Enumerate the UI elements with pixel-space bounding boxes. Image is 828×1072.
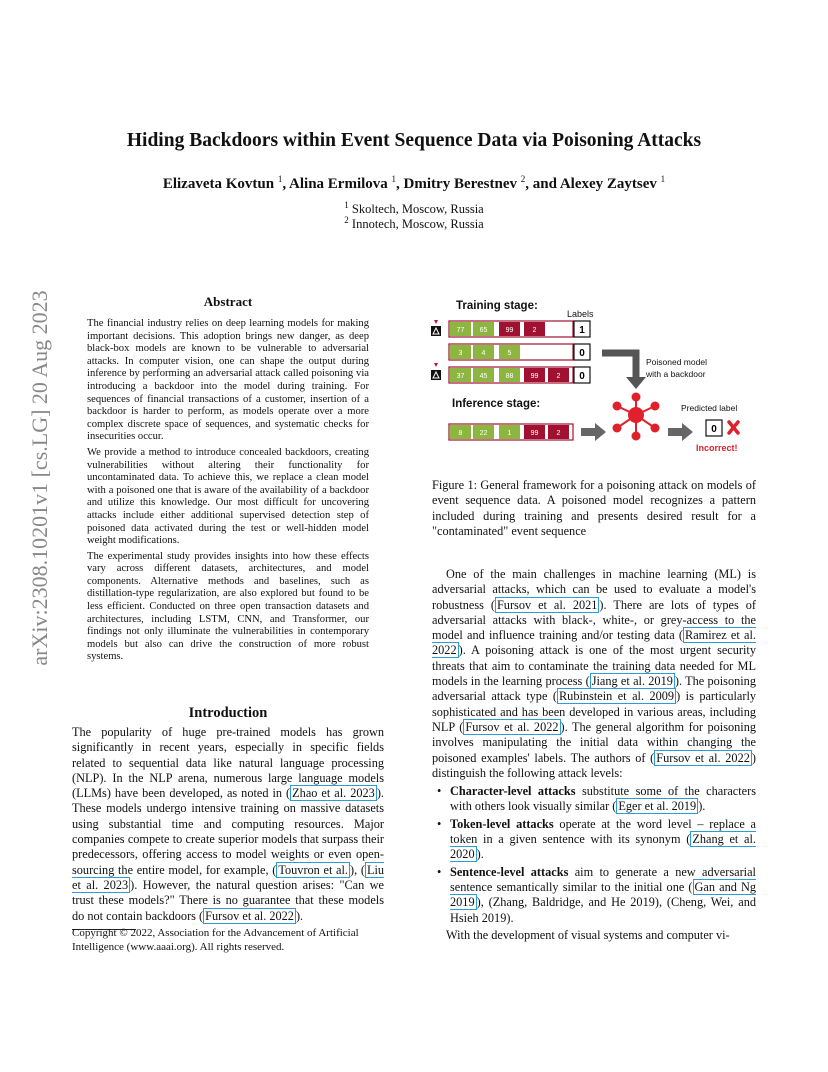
author-affiliation-mark: 1 [277,174,283,184]
author-separator: , and [525,176,560,192]
event-value: 2 [556,373,561,380]
inference-stage-label: Inference stage: [452,398,541,410]
affiliation [0,199,828,217]
text-run: One of the main challenges in machine learning (ML) is adversarial attacks, which can be used to evaluate a model's robustness ( [432,567,756,612]
abstract-paragraph: We provide a method to introduce concealed backdoors, creating vulnerabilities without altering their functionality for uncontaminated data. To achieve this, we replace a clean model with a poisoned one that is aware of the availability of a backdoor and utilize this knowledge. Our most difficult for uncovering attacks include either additional supervised detection step of poisoned data activated during the test or well-hidden model weight modifications. [87,446,369,547]
author-name: Alina Ermilova [289,176,388,192]
event-value: 88 [505,373,514,380]
affiliation-text: Innotech, Moscow, Russia [351,217,484,231]
event-value: 37 [456,373,465,380]
citation-link[interactable]: Rubinstein et al. 2009 [558,689,675,704]
author-name: Elizaveta Kovtun [162,176,275,192]
arrow-head [595,423,606,441]
bullet-icon: • [437,784,442,799]
trigger-icon [431,320,441,336]
abstract-paragraph: The experimental study provides insights into how these effects vary across different datasets, architectures, and model components. Alternative methods and baselines, such as distillation-type regularization, are also explored but found to be less efficient. Conducted on three open transaction datasets and architectures, including LSTM, CNN, and Transformer, our findings not only illuminate the vulnerabilities in contemporary models but also can drive the construction of more robust systems. [87,550,369,663]
citation-link[interactable]: Ramirez et al. 2022 [432,628,756,658]
event-value: 22 [479,430,488,437]
author-affiliation-mark: 1 [391,174,397,184]
affiliation-number: 2 [344,214,349,225]
prediction-arrow [668,428,682,436]
text-run: ). [295,908,304,923]
arrow-head [682,423,693,441]
text-run: ). There are lots of types of adversarial attacks with black-, white-, or grey-access to the model and influence training and/or testing data ( [432,597,756,643]
cross-icon [729,422,738,433]
bullet-icon: • [437,864,442,879]
text-run: ). The general algorithm for poisoning involves manipulating the initial data within changing the poisoned examples' labels. The authors of ( [432,719,756,765]
affiliation [0,214,828,232]
text-run: ). The poisoning adversarial attack type ( [432,674,756,704]
citation-link[interactable]: Zhang et al. 2020 [450,832,756,862]
text-run: ). A poisoning attack is one of the most urgent security threats that aim to contaminate the training data needed for ML models in the learning process ( [432,643,756,689]
list-item-text: ). [476,847,484,862]
label-value: 0 [579,348,585,359]
citation-link[interactable]: Eger et al. 2019 [618,799,697,814]
list-item [432,784,756,815]
text-run: ), ( [350,862,365,877]
citation-link[interactable]: Liu et al. 2023 [72,862,385,892]
author-separator: , [396,176,404,192]
event-value: 99 [505,327,514,334]
body-paragraph: With the development of visual systems and computer vi- [446,927,730,942]
inference-arrow [581,428,595,436]
event-value: 77 [456,327,465,334]
list-item-text: aim to generate a new adversarial sentence semantically similar to the initial one ( [450,864,756,894]
label-value: 1 [579,325,585,336]
event-value: 4 [481,350,486,357]
list-item-term: Sentence-level attacks [450,864,569,879]
abstract-heading: Abstract [203,294,253,309]
text-run: ). However, the natural question arises: "Can we trust these models?" There is no guarantee that these models do not contain backdoors ( [72,877,384,923]
right-column-body [432,567,756,943]
figure-caption: Figure 1: General framework for a poisoning attack on models of event sequence data. A poisoned model recognizes a pattern included during training and presents desired result for a "contaminated" event sequence [432,478,756,538]
predicted-label-header: Predicted label [681,403,738,413]
affiliation-number: 1 [344,199,349,210]
model-label: Poisoned model [646,357,707,367]
paper-title: Hiding Backdoors within Event Sequence Data via Poisoning Attacks [126,130,702,151]
copyright-notice: Copyright © 2022, Association for the Advancement of Artificial Intelligence (www.aaai.org). All rights reserved. [72,927,359,953]
author-affiliation-mark: 2 [520,174,526,184]
arxiv-identifier: arXiv:2308.10201v1 [cs.LG] 20 Aug 2023 [27,290,52,666]
author-name: Alexey Zaytsev [559,176,657,192]
event-value: 5 [507,350,512,357]
model-label: with a backdoor [646,369,706,379]
citation-link[interactable]: Touvron et al. [278,862,348,877]
body-paragraph [432,567,756,781]
citation-link[interactable]: Fursov et al. 2022 [465,719,559,734]
text-run: The popularity of huge pre-trained models has grown significantly in recent years, especially in specific fields related to sequential data like natural language processing (NLP). In the NLP arena, numerous large language models (LLMs) have been developed, as noted in ( [72,725,384,801]
list-item-text: ). [698,799,706,814]
citation-link[interactable]: Fursov et al. 2021 [496,597,598,612]
trigger-icon [431,363,441,380]
author-separator: , [282,176,290,192]
introduction-paragraph [72,725,384,924]
list-item-text: operate at the word level – replace a token in a given sentence with its synonym ( [450,816,756,847]
arrow-head [626,377,646,389]
abstract-body [72,318,384,667]
citation-link[interactable]: Gan and Ng 2019 [450,879,757,910]
labels-header: Labels [567,309,594,319]
list-item-term: Token-level attacks [450,816,554,831]
event-value: 8 [458,430,463,437]
list-item [432,817,756,863]
bullet-icon: • [437,816,442,831]
list-item-term: Character-level attacks [450,784,576,799]
text-run: ). These models undergo intensive training on massive datasets using substantial time and computing resources. Major companies compete to create superior models that surpass their predecessors, offering access to model weights or even open-sourcing the entire model, for example, ( [72,786,384,877]
abstract-paragraph: The financial industry relies on deep learning models for making important decisions. This adoption brings new danger, as deep black-box models are known to be vulnerable to adversarial attacks. In computer vision, one can shape the output during inference by performing an adversarial attack called poisoning via introducing a backdoor into the model during training. For sequences of financial transactions of a customer, insertion of a backdoor is harder to perform, as models operate over a more complex discrete space of sequences, and systematic checks for insecurities occur. [87,318,369,443]
affiliation-text: Skoltech, Moscow, Russia [351,202,484,216]
list-item [432,865,756,926]
training-arrow [602,353,636,377]
author-list [0,176,828,193]
event-value: 1 [507,430,512,437]
event-value: 45 [479,373,488,380]
citation-link[interactable]: Fursov et al. 2022 [205,908,294,923]
training-stage-label: Training stage: [456,300,538,312]
list-item-text: substitute some of the characters with others look visually similar ( [450,784,756,814]
event-value: 3 [458,350,463,357]
introduction-body [72,725,384,924]
citation-link[interactable]: Jiang et al. 2019 [591,674,673,689]
event-value: 99 [530,373,539,380]
label-value: 0 [579,371,585,382]
incorrect-label: Incorrect! [696,443,738,453]
introduction-heading: Introduction [188,705,268,721]
text-run: ) distinguish the following attack levels: [432,750,756,780]
author-affiliation-mark: 1 [660,174,666,184]
figure-1-diagram [424,295,764,465]
event-value: 2 [556,430,561,437]
list-item-text: ), (Zhang, Baldridge, and He 2019), (Cheng, Wei, and Hsieh 2019). [450,895,756,925]
event-value: 65 [479,327,488,334]
author-name: Dmitry Berestnev [403,176,517,192]
citation-link[interactable]: Fursov et al. 2022 [656,750,750,765]
neural-network-icon [613,393,660,441]
predicted-label-value: 0 [711,424,717,435]
citation-link[interactable]: Zhao et al. 2023 [292,786,375,801]
text-run: ) is particularly sophisticated and has been developed in various areas, including NLP ( [432,689,757,734]
attack-level-list [432,784,756,926]
event-value: 99 [530,430,539,437]
event-value: 2 [532,327,537,334]
